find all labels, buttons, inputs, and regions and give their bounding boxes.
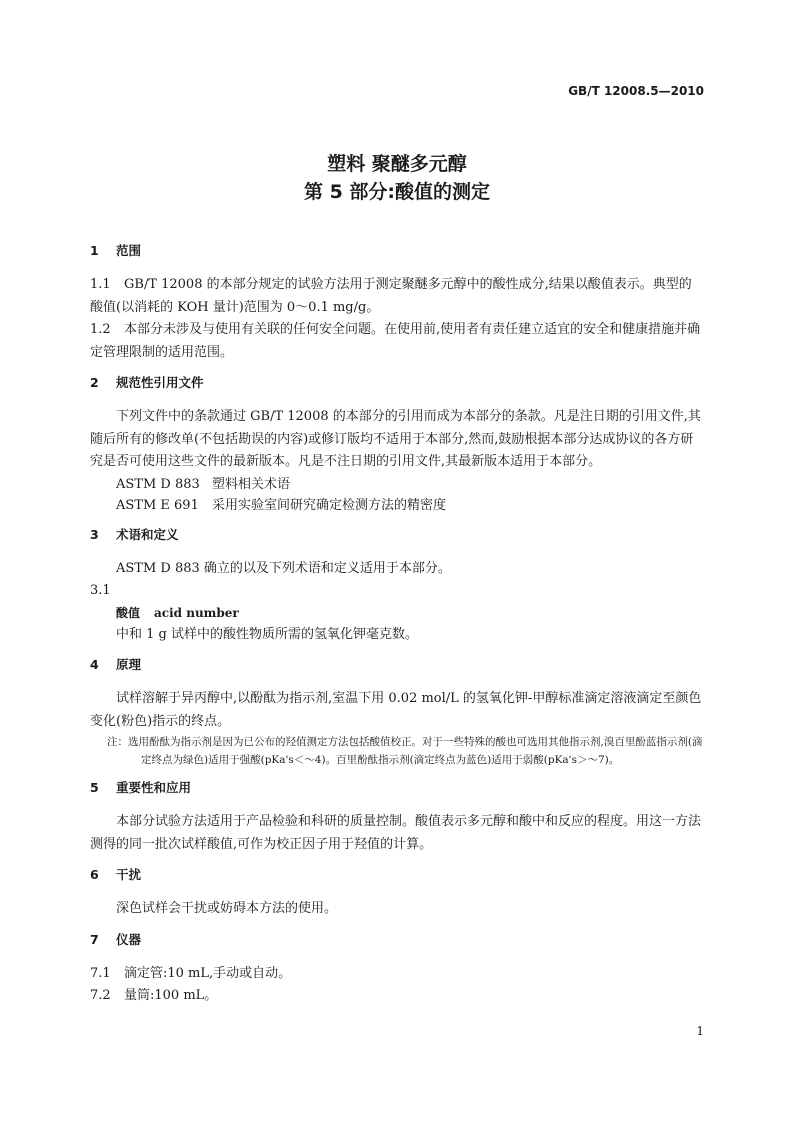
clause-3-1-number: 3.1 bbox=[90, 583, 111, 598]
section-2-heading bbox=[90, 374, 704, 392]
section-3-heading bbox=[90, 526, 704, 544]
reference-title: 塑料相关术语 bbox=[212, 476, 291, 492]
section-title: 干扰 bbox=[116, 867, 142, 882]
section-title: 术语和定义 bbox=[116, 526, 179, 542]
section-number: 7 bbox=[90, 931, 99, 947]
section-title: 原理 bbox=[116, 657, 142, 672]
title-block bbox=[0, 150, 794, 206]
term-chinese: 酸值 bbox=[116, 605, 141, 620]
clause-number: 7.2 bbox=[90, 988, 111, 1003]
document-body bbox=[90, 242, 704, 1008]
clause-text: 滴定管:10 mL,手动或自动。 bbox=[124, 965, 292, 981]
section-7-heading bbox=[90, 931, 704, 949]
section-5-paragraph: 本部分试验方法适用于产品检验和科研的质量控制。酸值表示多元醇和酸中和反应的程度。用这一方法测得的同一批次试样酸值,可作为校正因子用于羟值的计算。 bbox=[90, 814, 702, 852]
clause-1-2 bbox=[90, 319, 704, 364]
section-4-note: 注：选用酚酞为指示剂是因为已公布的羟值测定方法包括酸值校正。对于一些特殊的酸也可选用其他指示剂,溴百里酚蓝指示剂(滴定终点为绿色)适用于强酸(pKa's＜～4)。百里酚酞指示剂(滴定终点为蓝色)适用于弱酸(pKa's＞～7)。 bbox=[107, 736, 703, 766]
section-5-heading bbox=[90, 779, 704, 797]
section-title: 仪器 bbox=[116, 931, 142, 947]
reference-item bbox=[90, 474, 704, 495]
term-heading bbox=[90, 603, 704, 624]
section-1-heading bbox=[90, 242, 704, 260]
section-6-paragraph: 深色试样会干扰或妨碍本方法的使用。 bbox=[116, 901, 338, 916]
clause-text: 本部分未涉及与使用有关联的任何安全问题。在使用前,使用者有责任建立适宜的安全和健康措施并确定管理限制的适用范围。 bbox=[90, 322, 701, 360]
term-english: acid number bbox=[154, 605, 239, 620]
page-number: 1 bbox=[696, 1024, 704, 1038]
term-definition: 中和 1 g 试样中的酸性物质所需的氢氧化钾毫克数。 bbox=[116, 626, 418, 642]
clause-1-1 bbox=[90, 274, 704, 319]
section-6-heading bbox=[90, 866, 704, 884]
section-number: 3 bbox=[90, 526, 99, 542]
section-number: 6 bbox=[90, 867, 99, 882]
clause-7-2 bbox=[90, 985, 704, 1008]
section-2-paragraph: 下列文件中的条款通过 GB/T 12008 的本部分的引用而成为本部分的条款。凡是注日期的引用文件,其随后所有的修改单(不包括勘误的内容)或修订版均不适用于本部分,然而,鼓励根据本部分达成协议的各方研究是否可使用这些文件的最新版本。凡是不注日期的引用文件,其最新版本适用于本部分。 bbox=[90, 409, 701, 469]
reference-code: ASTM D 883 bbox=[116, 476, 200, 492]
clause-7-1 bbox=[90, 963, 704, 986]
section-4-heading bbox=[90, 656, 704, 674]
clause-number: 1.2 bbox=[90, 322, 111, 337]
section-title: 范围 bbox=[116, 243, 142, 258]
reference-item bbox=[90, 495, 704, 516]
section-number: 4 bbox=[90, 657, 99, 672]
section-title: 重要性和应用 bbox=[116, 780, 192, 795]
section-number: 1 bbox=[90, 243, 99, 258]
reference-code: ASTM E 691 bbox=[116, 497, 199, 513]
clause-number: 1.1 bbox=[90, 277, 111, 292]
section-title: 规范性引用文件 bbox=[116, 375, 204, 390]
page-title-line1: 塑料 聚醚多元醇 bbox=[327, 153, 467, 175]
section-number: 2 bbox=[90, 375, 99, 390]
clause-number: 7.1 bbox=[90, 965, 111, 981]
section-number: 5 bbox=[90, 780, 99, 795]
clause-text: GB/T 12008 的本部分规定的试验方法用于测定聚醚多元醇中的酸性成分,结果以酸值表示。典型的酸值(以消耗的 KOH 量计)范围为 0～0.1 mg/g。 bbox=[90, 277, 692, 315]
standard-code: GB/T 12008.5—2010 bbox=[568, 84, 704, 98]
section-4-paragraph: 试样溶解于异丙醇中,以酚酞为指示剂,室温下用 0.02 mol/L 的氢氧化钾-甲醇标准滴定溶液滴定至颜色变化(粉色)指示的终点。 bbox=[90, 691, 702, 729]
reference-title: 采用实验室间研究确定检测方法的精密度 bbox=[212, 497, 447, 513]
page-title-line2: 第 5 部分:酸值的测定 bbox=[303, 181, 491, 203]
clause-text: 量筒:100 mL。 bbox=[124, 988, 218, 1003]
section-3-paragraph: ASTM D 883 确立的以及下列术语和定义适用于本部分。 bbox=[116, 560, 451, 576]
